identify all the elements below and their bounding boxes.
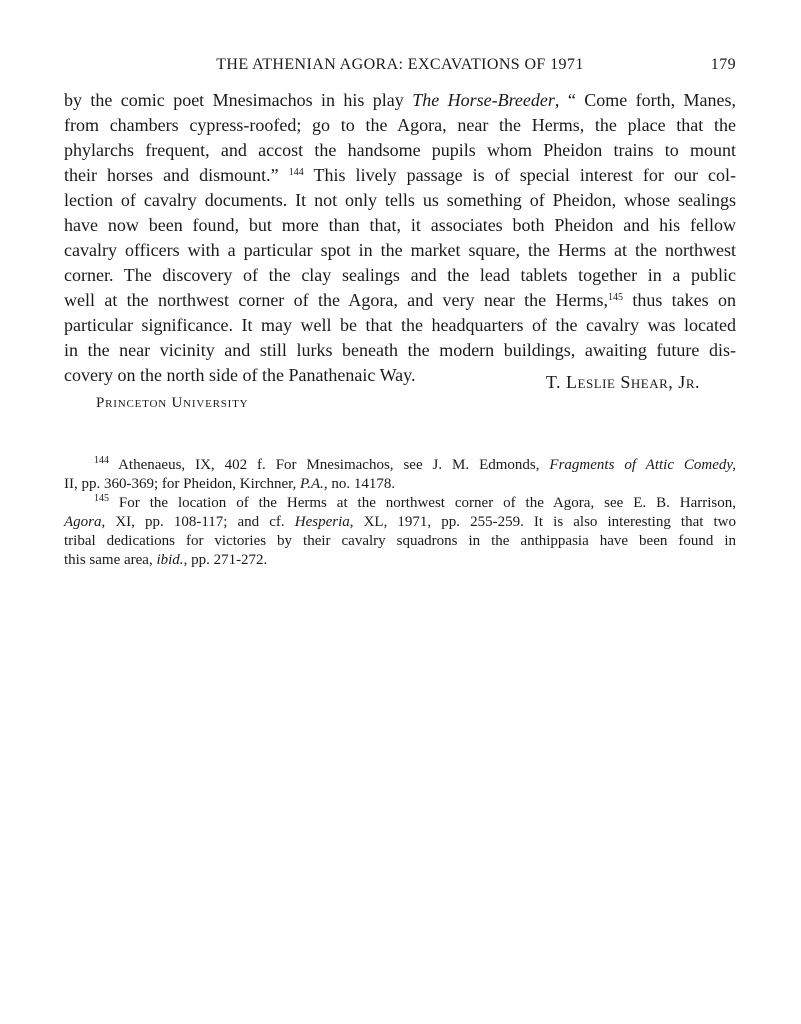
play-title: The Horse-Breeder [412,90,555,110]
running-head [64,56,736,80]
footnote-number: 144 [94,455,109,466]
footnote-ref-145[interactable]: 145 [607,292,623,303]
body-line-5: lection of cavalry documents. It not only tells us something of Pheidon, whose sealings [64,190,736,210]
body-line-11: in the near vicinity and still lurks beneath the modern buildings, awaiting future dis- [64,340,736,360]
author-affiliation: Princeton University [96,395,249,411]
footnote-145-line-3: tribal dedications for victories by their cavalry squadrons in the anthippasia have been found in [64,533,736,549]
footnote-number: 145 [94,493,109,504]
footnote-145 [64,494,736,570]
footnote-145-line-2: Agora, XI, pp. 108-117; and cf. Hesperia, XL, 1971, pp. 255-259. It is also interesting that two [64,514,736,530]
running-title: THE ATHENIAN AGORA: EXCAVATIONS OF 1971 [216,56,584,73]
page-number: 179 [710,56,736,73]
body-line-2: from chambers cypress-roofed; go to the Agora, near the Herms, the place that the [64,115,736,135]
footnote-145-line-1: $^{145}$ For the location of the Herms at the northwest corner of the Agora, see E. B. Harrison, [94,493,736,511]
author-signature: T. Leslie Shear, Jr. [545,372,700,392]
body-paragraph [64,88,736,388]
body-line-1: by the comic poet Mnesimachos in his play The Horse-Breeder, “ Come forth, Manes, [64,90,736,110]
footnote-ref-144[interactable]: 144 [288,167,304,178]
body-line-8: corner. The discovery of the clay sealings and the lead tablets together in a public [64,265,736,285]
footnote-144 [64,456,736,494]
body-line-3: phylarchs frequent, and accost the handsome pupils whom Pheidon trains to mount [64,140,736,160]
body-line-10: particular significance. It may well be that the headquarters of the cavalry was located [64,315,736,335]
footnote-144-line-2: II, pp. 360-369; for Pheidon, Kirchner, P.A., no. 14178. [64,476,396,492]
body-line-4: their horses and dismount.” $^{144}$ This lively passage is of special interest for our col- [64,165,736,185]
body-line-12: covery on the north side of the Panathenaic Way. [64,365,416,385]
body-line-9: well at the northwest corner of the Agora, and very near the Herms,$^{145}$ thus takes on [64,290,736,310]
body-line-6: have now been found, but more than that, it associates both Pheidon and his fellow [64,215,736,235]
body-line-7: cavalry officers with a particular spot in the market square, the Herms at the northwest [64,240,736,260]
footnote-145-line-4: this same area, ibid., pp. 271-272. [64,552,268,568]
footnote-144-line-1: $^{144}$ Athenaeus, IX, 402 f. For Mnesimachos, see J. M. Edmonds, Fragments of Attic Comedy, [94,455,736,473]
